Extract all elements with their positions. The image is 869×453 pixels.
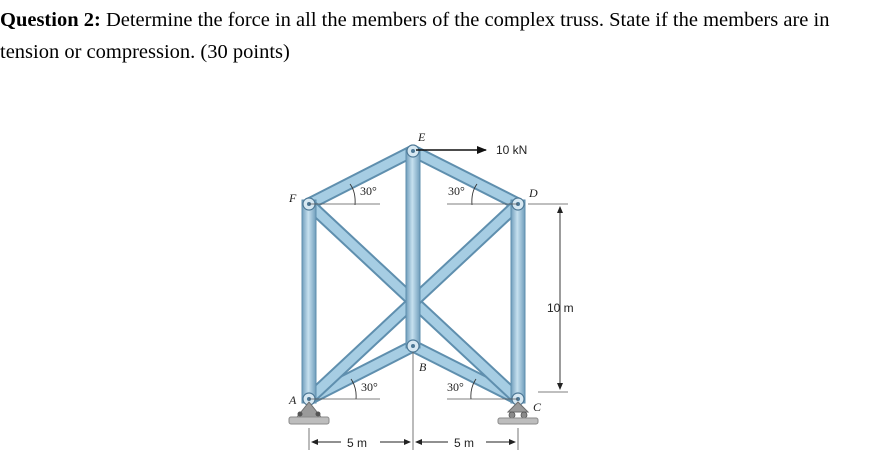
angle-label-A: 30°: [361, 380, 378, 394]
dimension-vertical: [528, 204, 568, 392]
member-EB: [406, 149, 420, 348]
joint-label-E: E: [418, 130, 426, 144]
question-body: Determine the force in all the members of the complex truss. State if the members are in tension or compression. (30 points): [0, 9, 830, 63]
member-ED: [413, 151, 518, 204]
question-heading: Question 2:: [0, 9, 101, 31]
joint-label-F: F: [289, 191, 297, 205]
angle-label-D: 30°: [448, 184, 465, 198]
member-DC: [511, 200, 525, 403]
member-FA: [302, 200, 316, 403]
joint-label-A: A: [289, 393, 297, 407]
joint-label-D: D: [529, 186, 538, 200]
angle-label-F: 30°: [360, 184, 377, 198]
dimension-label-vertical: 10 m: [547, 301, 574, 315]
support-C-roller-icon: [498, 402, 538, 424]
angle-label-C: 30°: [447, 380, 464, 394]
dimension-label-right: 5 m: [454, 436, 475, 450]
joint-label-B: B: [419, 360, 427, 374]
load-label: 10 kN: [496, 143, 528, 157]
joint-label-C: C: [533, 400, 542, 414]
dimension-label-left: 5 m: [347, 436, 368, 450]
